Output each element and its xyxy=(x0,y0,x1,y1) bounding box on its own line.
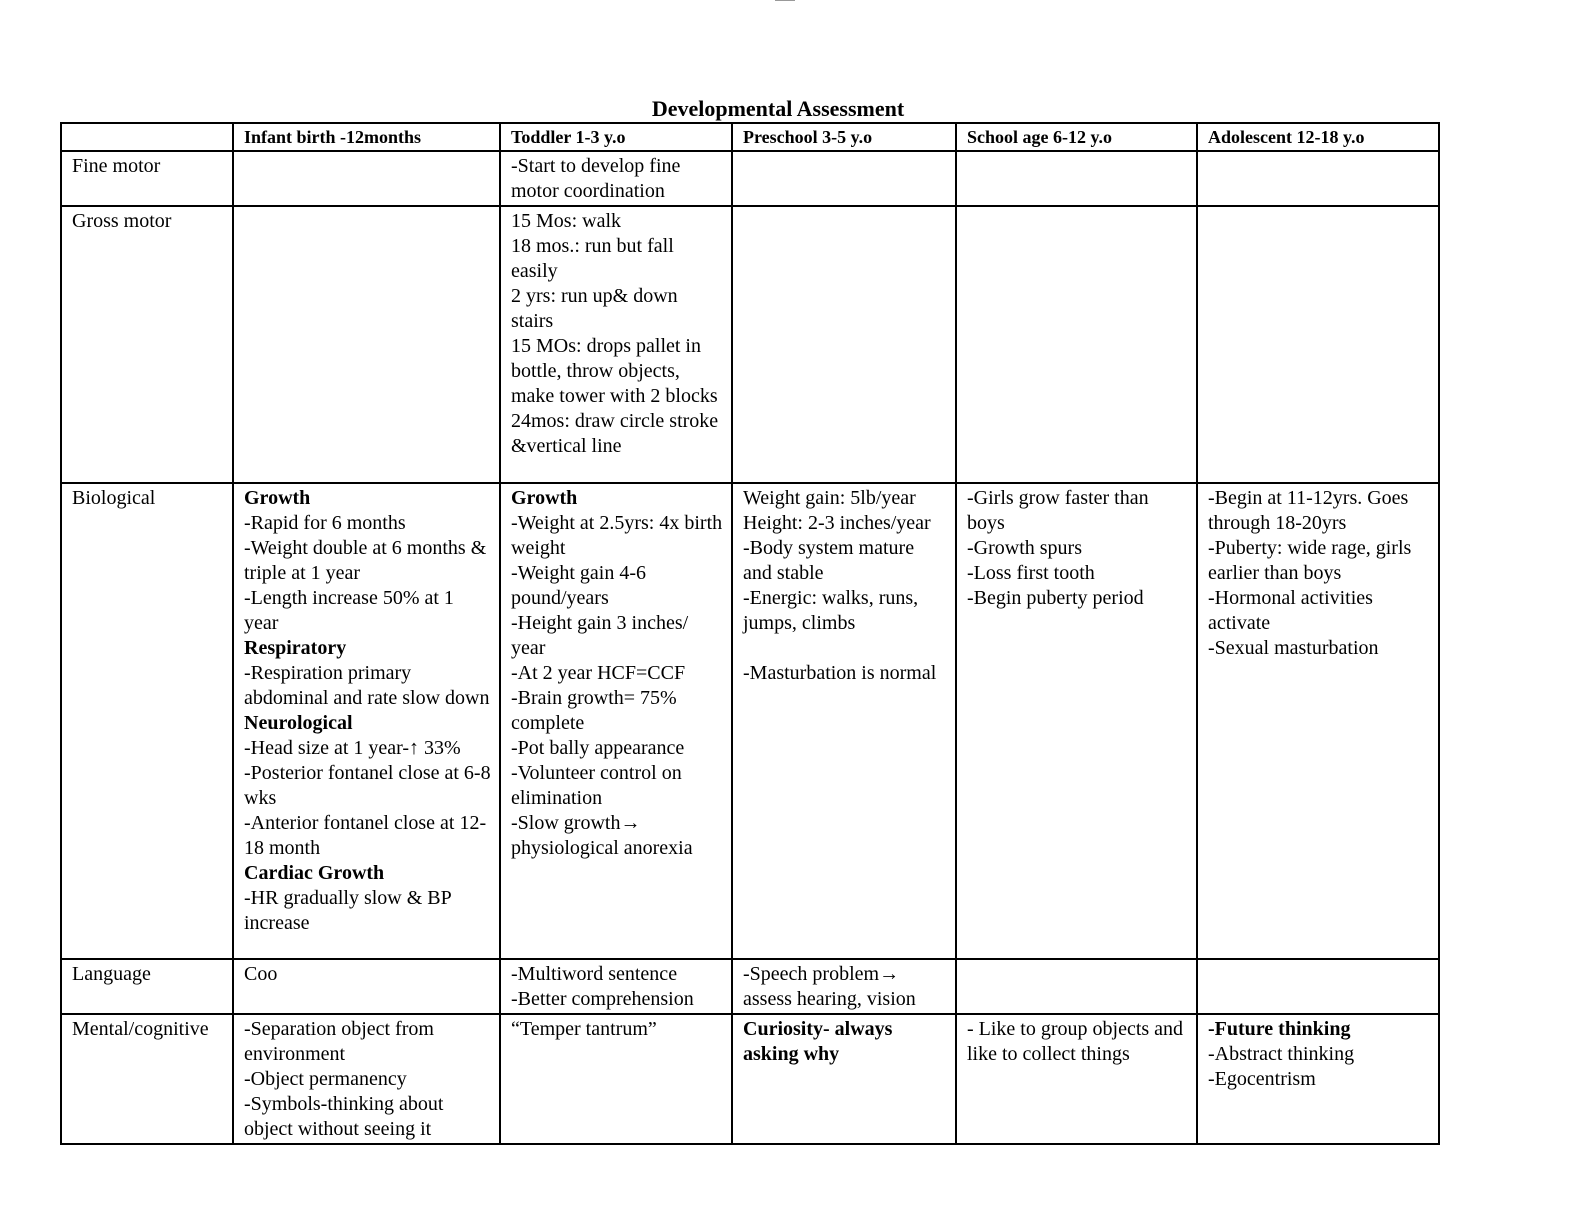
header-corner xyxy=(61,123,233,151)
cell-line: Cardiac Growth xyxy=(244,862,385,884)
table-cell xyxy=(1197,959,1439,1014)
header-school-age: School age 6-12 y.o xyxy=(956,123,1197,151)
table-cell xyxy=(500,206,732,483)
cell-line: Coo xyxy=(244,963,278,985)
cell-line: -Volunteer control on elimination xyxy=(511,762,682,809)
cell-line: -Pot bally appearance xyxy=(511,737,685,759)
page-top-mark xyxy=(775,0,795,3)
header-preschool: Preschool 3-5 y.o xyxy=(732,123,956,151)
cell-line: Growth xyxy=(511,487,578,509)
cell-line: Growth xyxy=(244,487,311,509)
table-cell xyxy=(233,151,500,206)
table-cell xyxy=(732,959,956,1014)
cell-line: -Puberty: wide rage, girls earlier than boys xyxy=(1208,537,1412,584)
table-row-mental-cognitive xyxy=(61,1014,1439,1144)
cell-line xyxy=(743,636,947,661)
table-cell xyxy=(500,1014,732,1144)
cell-line: -Body system mature and stable xyxy=(743,537,915,584)
cell-line: Neurological xyxy=(244,712,353,734)
cell-line: -Height gain 3 inches/ year xyxy=(511,612,689,659)
cell-line: -Loss first tooth xyxy=(967,562,1095,584)
table-cell xyxy=(956,206,1197,483)
table-cell xyxy=(233,959,500,1014)
cell-line: -Masturbation is normal xyxy=(743,662,937,684)
header-infant: Infant birth -12months xyxy=(233,123,500,151)
cell-line: -Speech problem→ assess hearing, vision xyxy=(743,963,916,1010)
row-label-mental-cognitive: Mental/cognitive xyxy=(61,1014,233,1144)
cell-line: -Hormonal activities activate xyxy=(1208,587,1373,634)
cell-line: 15 Mos: walk xyxy=(511,210,621,232)
table-cell xyxy=(500,151,732,206)
table-row-biological xyxy=(61,483,1439,959)
cell-line: -Girls grow faster than boys xyxy=(967,487,1149,534)
table-header-row xyxy=(61,123,1439,151)
table-cell xyxy=(956,151,1197,206)
developmental-assessment-table xyxy=(60,122,1440,1145)
cell-line: -Symbols-thinking about object without seeing it xyxy=(244,1093,444,1140)
cell-line: -Begin puberty period xyxy=(967,587,1144,609)
cell-line: -Egocentrism xyxy=(1208,1068,1316,1090)
cell-line: -HR gradually slow & BP increase xyxy=(244,887,452,934)
cell-line: 15 MOs: drops pallet in bottle, throw objects, make tower with 2 blocks xyxy=(511,335,718,407)
cell-line: -Respiration primary abdominal and rate slow down xyxy=(244,662,490,709)
table-cell xyxy=(732,483,956,959)
document-title: Developmental Assessment xyxy=(651,96,905,121)
table-cell xyxy=(500,483,732,959)
table-cell xyxy=(956,959,1197,1014)
cell-line: -Weight double at 6 months & triple at 1 year xyxy=(244,537,487,584)
table-cell xyxy=(1197,483,1439,959)
row-label-language: Language xyxy=(61,959,233,1014)
table-cell xyxy=(233,206,500,483)
cell-line: 18 mos.: run but fall easily xyxy=(511,235,674,282)
table-row-language xyxy=(61,959,1439,1014)
table-row-fine-motor xyxy=(61,151,1439,206)
cell-line: - Like to group objects and like to collect things xyxy=(967,1018,1184,1065)
cell-line: 2 yrs: run up& down stairs xyxy=(511,285,678,332)
cell-line: Weight gain: 5lb/year xyxy=(743,487,916,509)
table-cell xyxy=(732,1014,956,1144)
cell-line: -Energic: walks, runs, jumps, climbs xyxy=(743,587,919,634)
cell-line: Height: 2-3 inches/year xyxy=(743,512,931,534)
cell-line: -Abstract thinking xyxy=(1208,1043,1355,1065)
cell-line: -Weight at 2.5yrs: 4x birth weight xyxy=(511,512,723,559)
cell-line: -Begin at 11-12yrs. Goes through 18-20yrs xyxy=(1208,487,1409,534)
cell-line: -Sexual masturbation xyxy=(1208,637,1379,659)
cell-line: -Better comprehension xyxy=(511,988,694,1010)
table-cell xyxy=(1197,206,1439,483)
cell-line: Curiosity- always asking why xyxy=(743,1018,893,1065)
cell-line: -Rapid for 6 months xyxy=(244,512,406,534)
table-cell xyxy=(956,483,1197,959)
header-toddler: Toddler 1-3 y.o xyxy=(500,123,732,151)
table-cell xyxy=(233,483,500,959)
cell-line: -Growth spurs xyxy=(967,537,1082,559)
cell-line: -Brain growth= 75% complete xyxy=(511,687,677,734)
table-cell xyxy=(500,959,732,1014)
cell-line: -Weight gain 4-6 pound/years xyxy=(511,562,647,609)
table-row-gross-motor xyxy=(61,206,1439,483)
table-cell xyxy=(732,151,956,206)
cell-line: 24mos: draw circle stroke &vertical line xyxy=(511,410,719,457)
cell-line: -Posterior fontanel close at 6-8 wks xyxy=(244,762,491,809)
table-cell xyxy=(956,1014,1197,1144)
cell-line: -Start to develop fine motor coordination xyxy=(511,155,681,202)
cell-line: -Object permanency xyxy=(244,1068,407,1090)
row-label-fine-motor: Fine motor xyxy=(61,151,233,206)
row-label-gross-motor: Gross motor xyxy=(61,206,233,483)
table-cell xyxy=(732,206,956,483)
cell-line: -Anterior fontanel close at 12-18 month xyxy=(244,812,487,859)
row-label-biological: Biological xyxy=(61,483,233,959)
table-cell xyxy=(233,1014,500,1144)
cell-line: -At 2 year HCF=CCF xyxy=(511,662,686,684)
cell-line: -Slow growth→ physiological anorexia xyxy=(511,812,693,859)
cell-line: “Temper tantrum” xyxy=(511,1018,657,1040)
cell-line: -Head size at 1 year-↑ 33% xyxy=(244,737,461,759)
table-cell xyxy=(1197,1014,1439,1144)
header-adolescent: Adolescent 12-18 y.o xyxy=(1197,123,1439,151)
cell-line: -Future thinking xyxy=(1208,1018,1351,1040)
cell-line: -Length increase 50% at 1 year xyxy=(244,587,454,634)
table-cell xyxy=(1197,151,1439,206)
cell-line: Respiratory xyxy=(244,637,347,659)
cell-line: -Separation object from environment xyxy=(244,1018,434,1065)
cell-line: -Multiword sentence xyxy=(511,963,678,985)
